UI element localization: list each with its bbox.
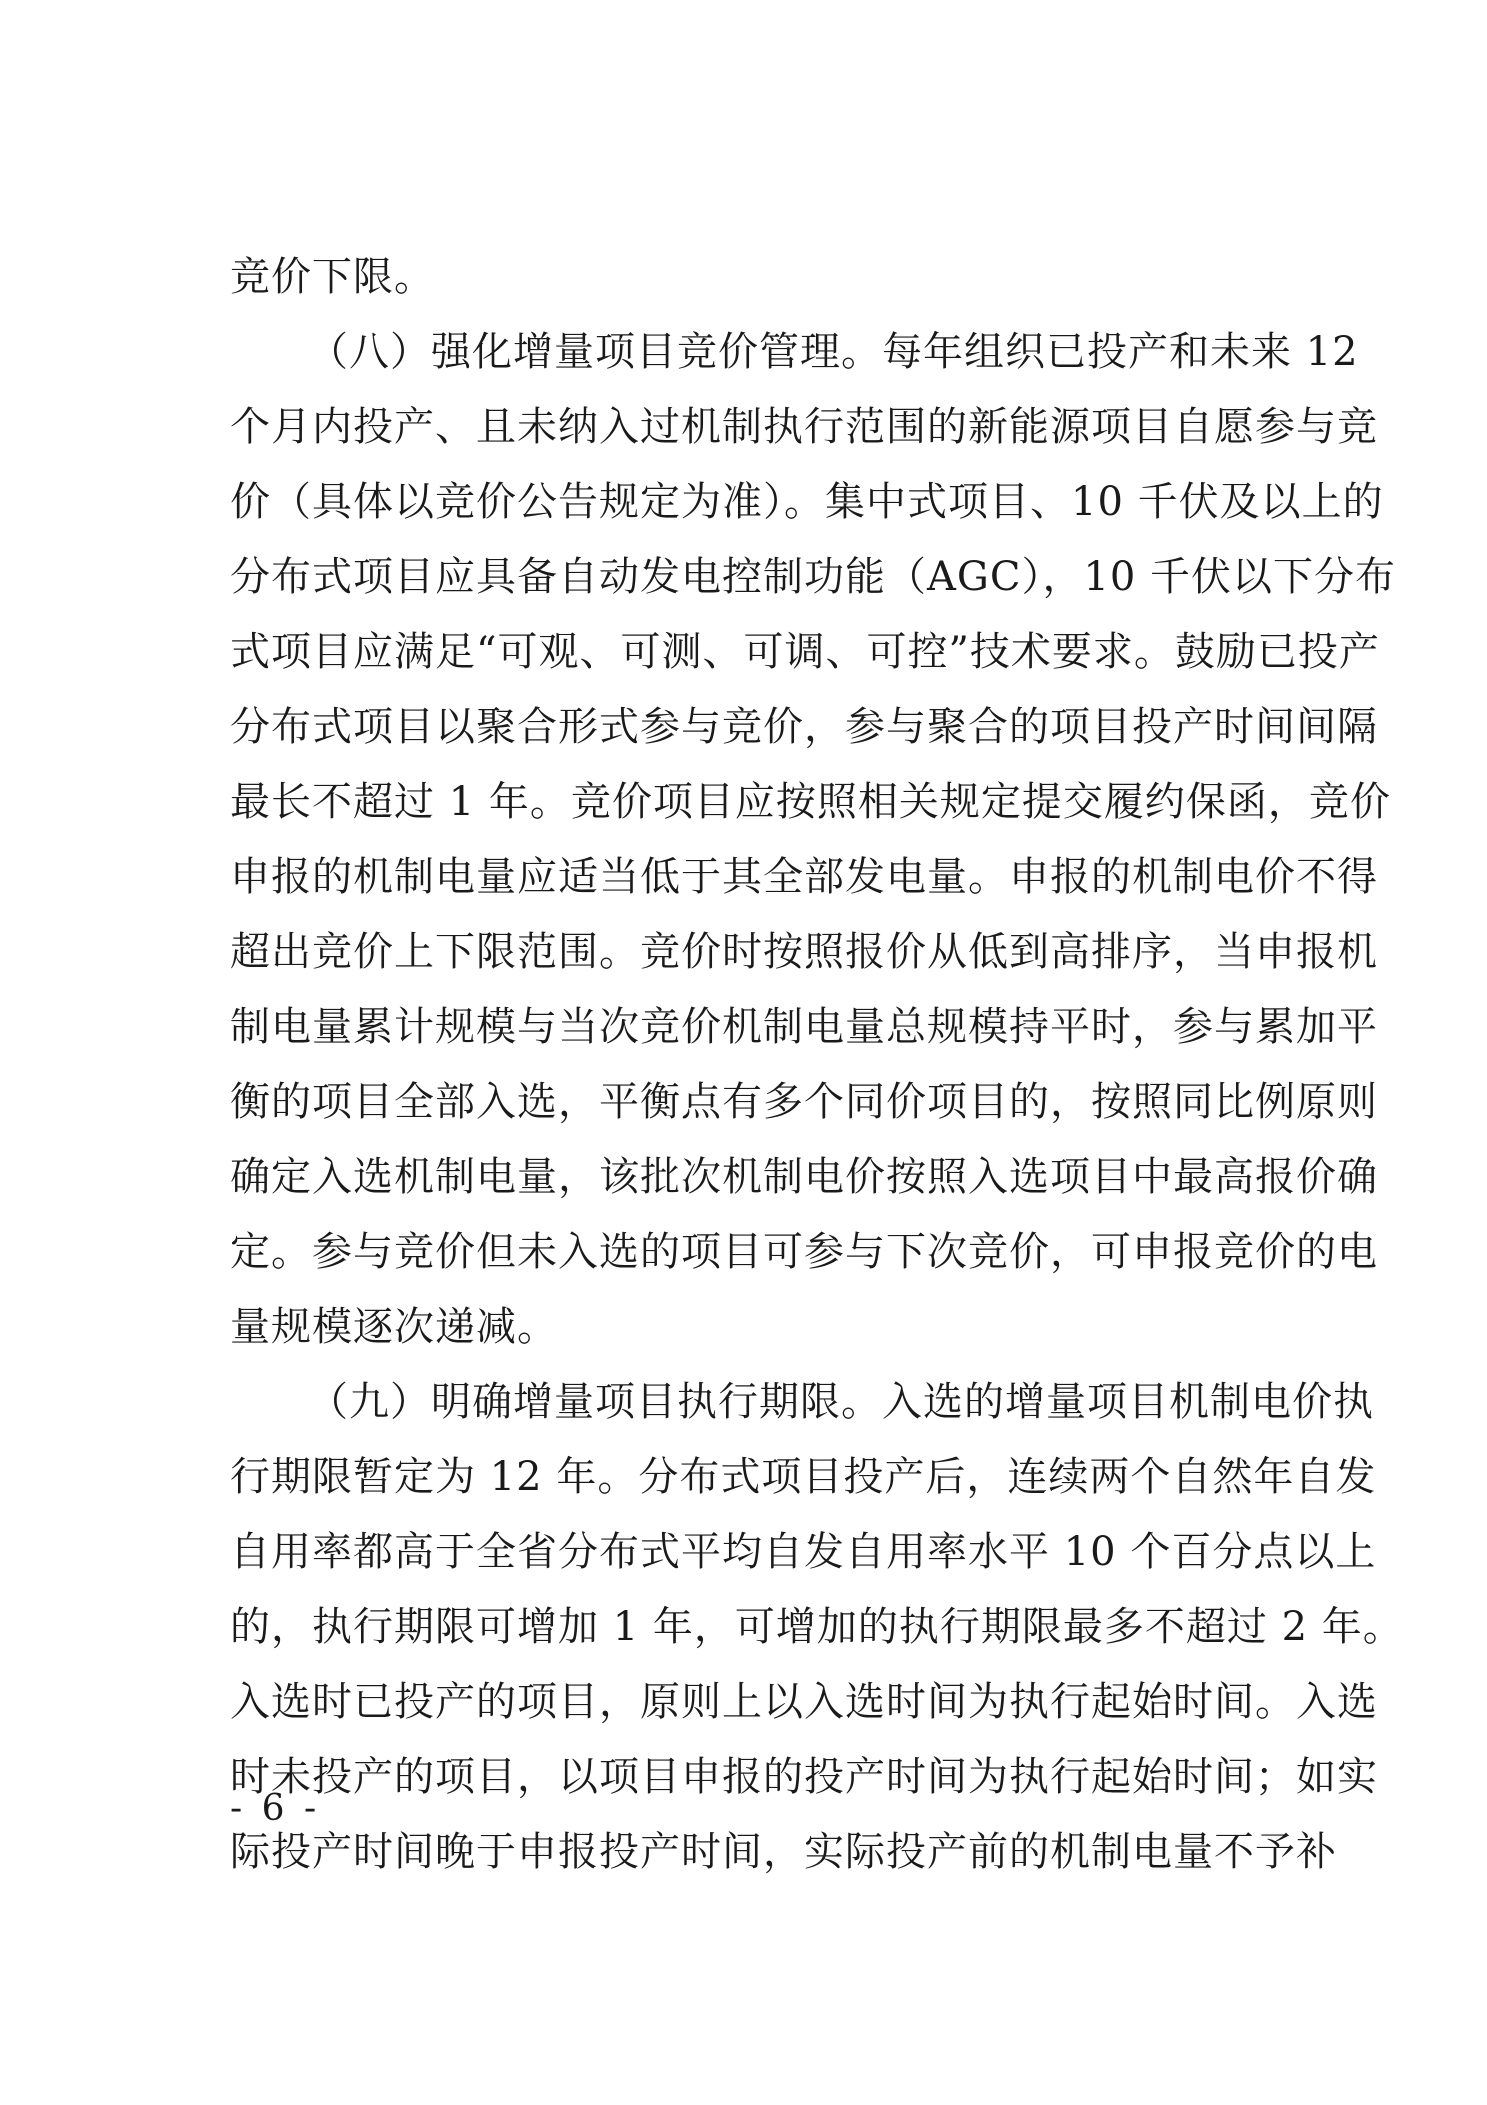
text-line: 入选时已投产的项目，原则上以入选时间为执行起始时间。入选	[230, 1679, 1378, 1725]
text-line: 定。参与竞价但未入选的项目可参与下次竞价，可申报竞价的电	[230, 1229, 1378, 1275]
text-line: 的，执行期限可增加 1 年，可增加的执行期限最多不超过 2 年。	[230, 1604, 1404, 1650]
text-line: 分布式项目应具备自动发电控制功能（AGC），10 千伏以下分布	[230, 554, 1397, 600]
text-line: 时未投产的项目，以项目申报的投产时间为执行起始时间；如实	[230, 1754, 1378, 1800]
text-line: 际投产时间晚于申报投产时间，实际投产前的机制电量不予补	[230, 1829, 1337, 1875]
section-heading-9: （九）明确增量项目执行期限。入选的增量项目机制电价执	[308, 1379, 1374, 1425]
text-line: 式项目应满足“可观、可测、可调、可控”技术要求。鼓励已投产	[230, 629, 1380, 675]
text-line: 最长不超过 1 年。竞价项目应按照相关规定提交履约保函，竞价	[230, 779, 1391, 825]
text-line: 价（具体以竞价公告规定为准）。集中式项目、10 千伏及以上的	[230, 479, 1384, 525]
text-line: 申报的机制电量应适当低于其全部发电量。申报的机制电价不得	[230, 854, 1378, 900]
text-line: 确定入选机制电量，该批次机制电价按照入选项目中最高报价确	[230, 1154, 1378, 1200]
text-line: 衡的项目全部入选，平衡点有多个同价项目的，按照同比例原则	[230, 1079, 1378, 1125]
text-line: 分布式项目以聚合形式参与竞价，参与聚合的项目投产时间间隔	[230, 704, 1378, 750]
page-number: - 6 -	[230, 1788, 321, 1829]
text-line: 个月内投产、且未纳入过机制执行范围的新能源项目自愿参与竞	[230, 404, 1378, 450]
section-heading-8: （八）强化增量项目竞价管理。每年组织已投产和未来 12	[308, 329, 1359, 375]
text-line: 竞价下限。	[230, 254, 435, 300]
text-line: 量规模逐次递减。	[230, 1304, 558, 1350]
text-line: 自用率都高于全省分布式平均自发自用率水平 10 个百分点以上	[230, 1529, 1377, 1575]
text-line: 超出竞价上下限范围。竞价时按照报价从低到高排序，当申报机	[230, 929, 1378, 975]
text-line: 行期限暂定为 12 年。分布式项目投产后，连续两个自然年自发	[230, 1454, 1377, 1500]
text-line: 制电量累计规模与当次竞价机制电量总规模持平时，参与累加平	[230, 1004, 1378, 1050]
